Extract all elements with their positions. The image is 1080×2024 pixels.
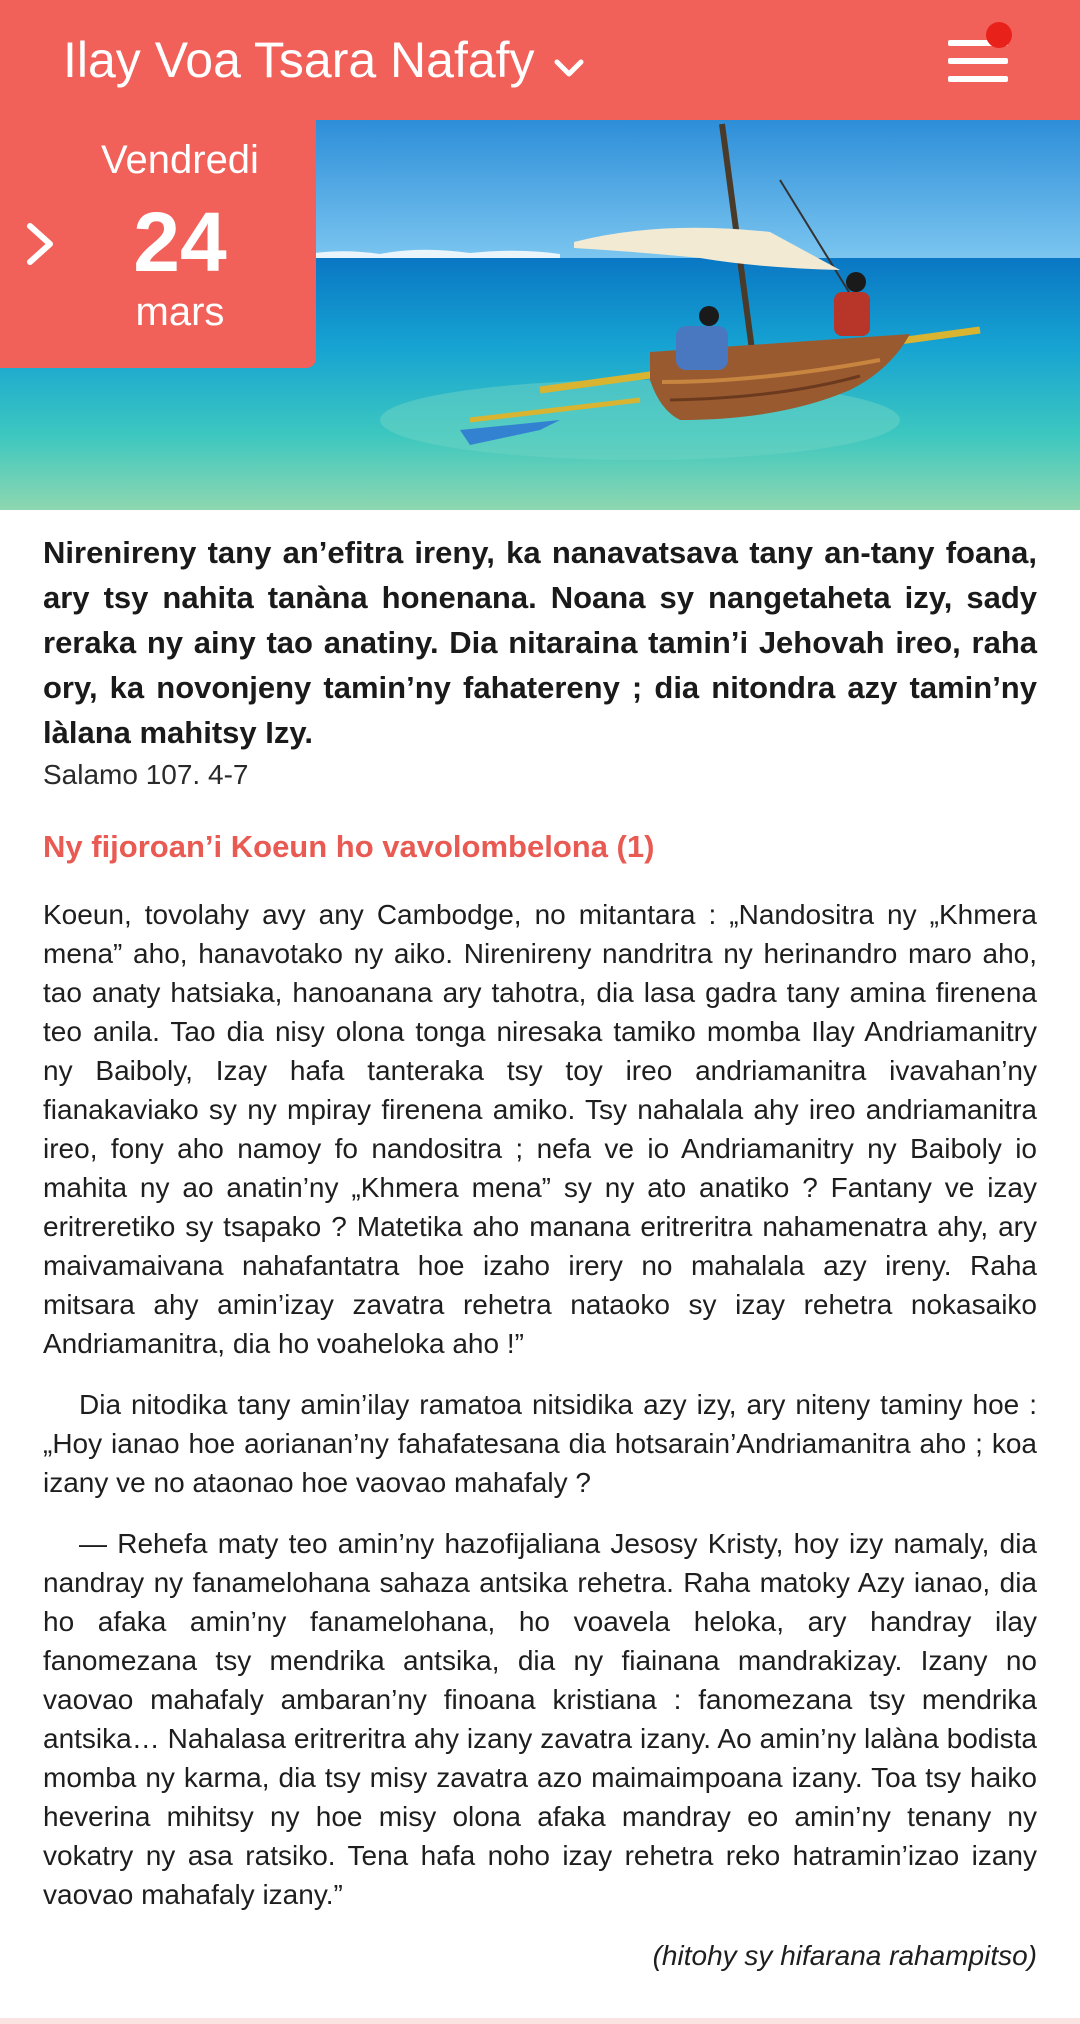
date-weekday: Vendredi bbox=[101, 138, 259, 182]
daily-reading bbox=[43, 530, 1037, 1976]
verse-reference: Salamo 107. 4-7 bbox=[43, 759, 249, 790]
date-card bbox=[0, 120, 316, 368]
bottom-divider bbox=[0, 2018, 1080, 2024]
article-paragraph: — Rehefa maty teo amin’ny hazofijaliana Jesosy Kristy, hoy izy namaly, dia nandray ny fanamelohana sahaza antsika rehetra. Raha matoky Azy ianao, dia ho afaka amin’ny fanamelohana, ho voavela heloka, ary handray ilay fanomezana tsy mendrika antsika, dia ny fiainana mandrakizay. Izany no vaovao mahafaly ambaran’ny finoana kristiana : fanomezana tsy mendrika antsika… Nahalasa eritreritra ahy izany zavatra izany. Ao amin’ny lalàna bodista momba ny karma, dia tsy misy zavatra azo maimaimpoana izany. Toa tsy haiko heverina mihitsy ny hoe misy olona afaka mandray eo amin’ny tenany ny vokatry ny asa ratsiko. Tena hafa noho izay rehetra reko hatramin’izao izany vaovao mahafaly izany.” bbox=[43, 1528, 1037, 1910]
date-day: 24 bbox=[133, 195, 227, 289]
notification-dot bbox=[986, 22, 1012, 48]
chevron-down-icon bbox=[553, 33, 585, 91]
menu-button[interactable] bbox=[940, 22, 1016, 98]
app-header bbox=[0, 0, 1080, 120]
date-month: mars bbox=[135, 290, 225, 334]
next-day-button[interactable] bbox=[22, 218, 62, 270]
bible-verse: Nirenireny tany an’efitra ireny, ka nanavatsava tany an-tany foana, ary tsy nahita tanàna honenana. Noana sy nangetaheta izy, sady reraka ny ainy tao anatiny. Dia nitaraina tamin’i Jehovah ireo, raha ory, ka novonjeny tamin’ny fahatereny ; dia nitondra azy tamin’ny làlana mahitsy Izy. bbox=[43, 535, 1037, 750]
article-paragraph: Dia nitodika tany amin’ilay ramatoa nitsidika azy izy, ary niteny taminy hoe : „Hoy ianao hoe aorianan’ny fahafatesana dia hotsarain’Andriamanitra aho ; koa izany ve no ataonao hoe vaovao mahafaly ? bbox=[43, 1389, 1037, 1498]
article-paragraph: Koeun, tovolahy avy any Cambodge, no mitantara : „Nandositra ny „Khmera mena” aho, hanavotako ny aiko. Nirenireny nandritra ny herinandro maro aho, tao anaty hatsiaka, hanoanana ary tahotra, dia lasa gadra tany amina firenena teo anila. Tao dia nisy olona tonga niresaka tamiko momba Ilay Andriamanitry ny Baiboly, Izay hafa tanteraka tsy toy ireo andriamanitra ivavahan’ny fianakaviako sy ny mpiray firenena amiko. Tsy nahalala ahy ireo andriamanitra ireo, fony aho namoy fo nandositra ; nefa ve io Andriamanitry ny Baiboly io mahita ny ao anatin’ny „Khmera mena” sy ny ato anatiko ? Fantany ve izay eritreretiko sy tsapako ? Matetika aho manana eritreritra nahamenatra ahy, ary maivamaivana nahafantatra hoe izaho irery no mahalala azy ireny. Raha mitsara ahy amin’izay zavatra rehetra nataoko sy izay rehetra nokasaiko Andriamanitra, dia ho voaheloka aho !” bbox=[43, 899, 1037, 1359]
app-title-text: Ilay Voa Tsara Nafafy bbox=[63, 32, 535, 88]
continuation-note: (hitohy sy hifarana rahampitso) bbox=[652, 1940, 1037, 1971]
chevron-right-icon bbox=[22, 218, 62, 270]
hamburger-menu-icon-bar-2 bbox=[948, 58, 1008, 64]
app-title-dropdown[interactable] bbox=[63, 30, 585, 90]
article-title: Ny fijoroan’i Koeun ho vavolombelona (1) bbox=[43, 829, 655, 864]
hamburger-menu-icon-bar-3 bbox=[948, 76, 1008, 82]
